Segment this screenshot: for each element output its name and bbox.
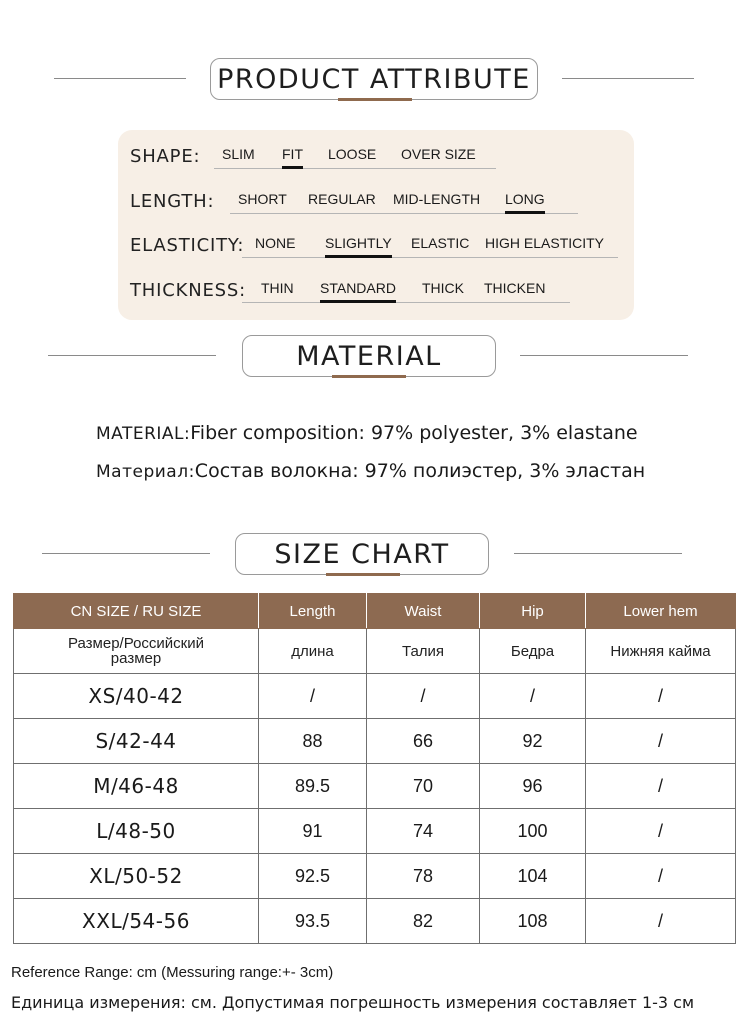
table-cell: 92 — [480, 719, 586, 764]
attribute-panel — [118, 130, 634, 320]
table-cell: / — [586, 854, 736, 899]
heading-accent — [338, 98, 412, 101]
table-cell: / — [259, 674, 367, 719]
material-ru — [96, 460, 645, 482]
header-cell: CN SIZE / RU SIZE — [14, 594, 259, 629]
heading-rule-right — [520, 355, 688, 356]
attr-option: THIN — [261, 280, 294, 296]
material-ru-label: Материал: — [96, 462, 195, 482]
heading-rule-right — [514, 553, 682, 554]
attr-option: HIGH ELASTICITY — [485, 235, 605, 251]
attr-underline — [214, 168, 496, 169]
table-header-row — [14, 594, 736, 629]
attr-option: ELASTIC — [411, 235, 470, 251]
heading-rule-left — [48, 355, 216, 356]
material-en-label: MATERIAL: — [96, 424, 191, 444]
table-cell: 93.5 — [259, 899, 367, 944]
attr-option: REGULAR — [308, 191, 376, 207]
attr-option: LOOSE — [328, 146, 377, 162]
attr-underline — [242, 302, 570, 303]
attr-option: MID-LENGTH — [393, 191, 481, 207]
heading-rule-left — [42, 553, 210, 554]
attr-option: NONE — [255, 235, 296, 251]
attr-underline — [242, 257, 618, 258]
table-cell: S/42-44 — [14, 719, 259, 764]
material-heading — [0, 335, 750, 379]
table-cell: 108 — [480, 899, 586, 944]
attr-label: ELASTICITY: — [130, 235, 245, 256]
attr-label: LENGTH: — [130, 191, 215, 212]
table-cell: XXL/54-56 — [14, 899, 259, 944]
header-cell: Hip — [480, 594, 586, 629]
heading-accent — [332, 375, 406, 378]
table-cell: L/48-50 — [14, 809, 259, 854]
table-cell: XS/40-42 — [14, 674, 259, 719]
header-cell: Length — [259, 594, 367, 629]
table-cell: 89.5 — [259, 764, 367, 809]
table-cell: 70 — [367, 764, 480, 809]
attr-option-selected: LONG — [505, 191, 545, 207]
attr-option: OVER SIZE — [401, 146, 476, 162]
table-cell: / — [367, 674, 480, 719]
table-cell: / — [586, 809, 736, 854]
attr-option-selected: FIT — [282, 146, 303, 162]
size-chart-title: SIZE CHART — [235, 533, 489, 575]
heading-rule-right — [562, 78, 694, 79]
table-cell: 66 — [367, 719, 480, 764]
material-en-value: Fiber composition: 97% polyester, 3% elastane — [190, 422, 638, 444]
table-row — [14, 809, 736, 854]
table-cell: 96 — [480, 764, 586, 809]
attr-label: THICKNESS: — [130, 280, 246, 301]
table-cell: / — [586, 899, 736, 944]
heading-accent — [326, 573, 400, 576]
material-ru-value: Состав волокна: 97% полиэстер, 3% эластан — [194, 460, 646, 482]
material-title: MATERIAL — [242, 335, 496, 377]
table-cell: 78 — [367, 854, 480, 899]
attr-option-selected: SLIGHTLY — [325, 235, 392, 251]
attr-row-length — [118, 187, 634, 217]
subheader-cell: Бедра — [480, 629, 586, 674]
table-row — [14, 764, 736, 809]
table-cell: / — [586, 764, 736, 809]
attr-option-selected: STANDARD — [320, 280, 396, 296]
table-row — [14, 899, 736, 944]
attr-option: THICK — [422, 280, 464, 296]
material-en — [96, 422, 638, 444]
table-cell: 92.5 — [259, 854, 367, 899]
size-chart-heading — [0, 533, 750, 577]
table-cell: / — [586, 674, 736, 719]
attr-option: THICKEN — [484, 280, 546, 296]
subheader-cell: Талия — [367, 629, 480, 674]
table-cell: 100 — [480, 809, 586, 854]
attr-option: SHORT — [238, 191, 287, 207]
heading-rule-left — [54, 78, 186, 79]
table-cell: / — [586, 719, 736, 764]
table-cell: / — [480, 674, 586, 719]
subheader-cell: длина — [259, 629, 367, 674]
product-attribute-heading — [0, 58, 750, 102]
reference-range-en: Reference Range: cm (Messuring range:+- 3cm) — [11, 964, 334, 981]
table-row — [14, 674, 736, 719]
size-table — [13, 593, 736, 944]
table-cell: 82 — [367, 899, 480, 944]
table-row — [14, 719, 736, 764]
table-cell: 91 — [259, 809, 367, 854]
subheader-cell: Нижняя кайма — [586, 629, 736, 674]
header-cell: Waist — [367, 594, 480, 629]
table-cell: 74 — [367, 809, 480, 854]
attr-option: SLIM — [222, 146, 255, 162]
attr-row-shape — [118, 142, 634, 172]
header-cell: Lower hem — [586, 594, 736, 629]
subheader-cell: Размер/Российский размер — [14, 629, 259, 674]
attr-row-elasticity — [118, 231, 634, 261]
table-cell: XL/50-52 — [14, 854, 259, 899]
table-cell: M/46-48 — [14, 764, 259, 809]
attr-row-thickness — [118, 276, 634, 306]
table-subheader-row — [14, 629, 736, 674]
reference-range-ru: Единица измерения: см. Допустимая погрешность измерения составляет 1-3 см — [11, 993, 695, 1012]
table-cell: 104 — [480, 854, 586, 899]
table-row — [14, 854, 736, 899]
attr-label: SHAPE: — [130, 146, 201, 167]
table-cell: 88 — [259, 719, 367, 764]
product-attribute-title: PRODUCT ATTRIBUTE — [210, 58, 538, 100]
